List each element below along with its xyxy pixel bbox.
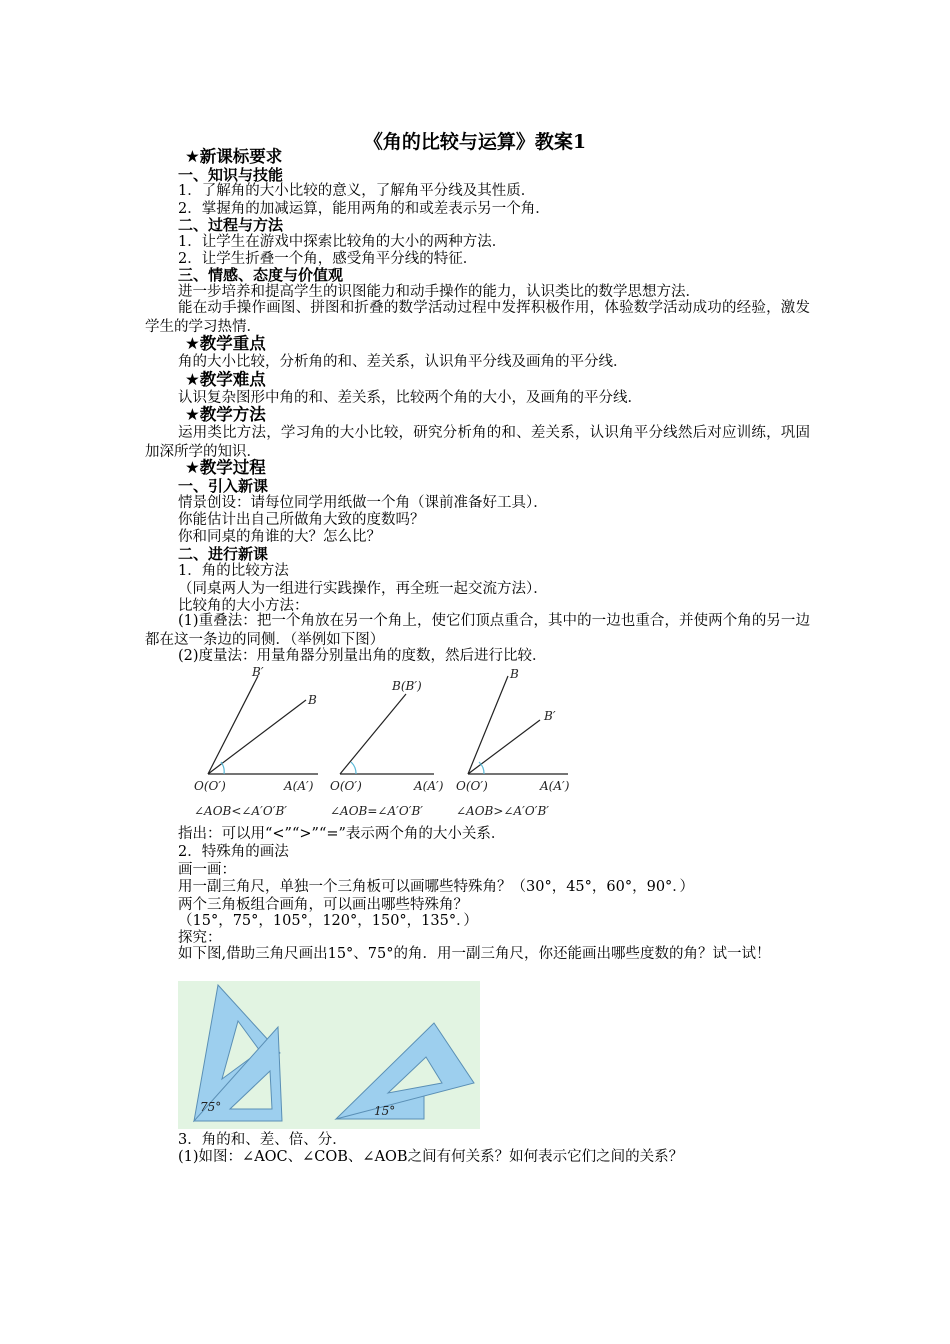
fig2-label-right: A(A′) (414, 779, 444, 793)
text-line: 指出：可以用“<”“>”“=”表示两个角的大小关系． (178, 826, 506, 842)
fig1-label-mid: B (308, 693, 317, 707)
fig1-label-top: B′ (252, 665, 264, 679)
page-title: 《角的比较与运算》教案1 (363, 131, 587, 153)
text-line: 比较角的大小方法： (178, 598, 309, 614)
angle-figure-1 (208, 676, 318, 774)
fig3-label-origin: O(O′) (456, 779, 488, 793)
text-line: 2．掌握角的加减运算，能用两角的和或差表示另一个角． (178, 201, 550, 217)
text-line: 你和同桌的角谁的大？怎么比？ (178, 529, 381, 545)
text-paragraph: (1)重叠法：把一个角放在另一个角上，使它们顶点重合，其中的一边也重合，并使两个角的另一边都在这一条边的同侧．（举例如下图） (145, 613, 810, 648)
text-line: 画一画： (178, 862, 236, 878)
angle-figure-3 (468, 676, 568, 774)
text-line: (2)度量法：用量角器分别量出角的度数，然后进行比较． (178, 648, 547, 664)
text-line: (1)如图：∠AOC、∠COB、∠AOB之间有何关系？如何表示它们之间的关系？ (178, 1149, 684, 1165)
triangle-label-75: 75° (200, 1100, 222, 1114)
fig3-label-top: B (510, 667, 519, 681)
text-paragraph: 运用类比方法，学习角的大小比较，研究分析角的和、差关系，认识角平分线然后对应训练，巩固加深所学的知识． (145, 425, 810, 460)
fig2-label-origin: O(O′) (330, 779, 362, 793)
text-line: 2．特殊角的画法 (178, 844, 289, 860)
fig2-label-top: B(B′) (392, 679, 422, 693)
section-heading-process: ★教学过程 (185, 458, 266, 477)
fig1-label-origin: O(O′) (194, 779, 226, 793)
section-heading-difficulties: ★教学难点 (185, 370, 266, 389)
subheading-attitude: 三、情感、态度与价值观 (178, 266, 344, 284)
subheading-intro: 一、引入新课 (178, 477, 269, 495)
fig1-caption: ∠AOB<∠A′O′B′ (194, 804, 287, 818)
text-line: （同桌两人为一组进行实践操作，再全班一起交流方法）． (178, 581, 548, 597)
subheading-new-lesson: 二、进行新课 (178, 545, 269, 563)
text-line: 3．角的和、差、倍、分． (178, 1132, 347, 1148)
text-line: 用一副三角尺，单独一个三角板可以画哪些特殊角？（30°，45°，60°，90°．） (178, 879, 695, 895)
fig3-caption: ∠AOB>∠A′O′B′ (456, 804, 549, 818)
text-line: 进一步培养和提高学生的识图能力和动手操作的能力，认识类比的数学思想方法． (178, 284, 700, 300)
triangle-rulers-figure (178, 981, 480, 1129)
subheading-process: 二、过程与方法 (178, 216, 284, 234)
fig1-label-right: A(A′) (284, 779, 314, 793)
angle-comparison-figure (188, 664, 588, 824)
fig3-label-right: A(A′) (540, 779, 570, 793)
section-heading-requirements: ★新课标要求 (185, 147, 283, 166)
text-paragraph: 能在动手操作画图、拼图和折叠的数学活动过程中发挥积极作用，体验数学活动成功的经验，激发学生的学习热情． (145, 300, 810, 335)
text-line: 情景创设：请每位同学用纸做一个角（课前准备好工具）． (178, 495, 548, 511)
section-heading-key-points: ★教学重点 (185, 334, 266, 353)
fig2-caption: ∠AOB=∠A′O′B′ (330, 804, 423, 818)
fig3-label-mid: B′ (544, 709, 556, 723)
angle-figure-2 (340, 694, 434, 774)
text-line: 你能估计出自己所做角大致的度数吗？ (178, 512, 425, 528)
text-line: （15°，75°，105°，120°，150°，135°．） (178, 913, 478, 929)
text-line: 探究： (178, 930, 222, 946)
text-line: 角的大小比较，分析角的和、差关系，认识角平分线及画角的平分线． (178, 354, 628, 370)
text-line: 认识复杂图形中角的和、差关系，比较两个角的大小，及画角的平分线． (178, 390, 642, 406)
text-paragraph: 如下图,借助三角尺画出15°、75°的角．用一副三角尺，你还能画出哪些度数的角？试一试！ (178, 946, 771, 962)
text-line: 1．了解角的大小比较的意义，了解角平分线及其性质． (178, 183, 536, 199)
triangle-label-15: 15° (374, 1104, 396, 1118)
text-line: 1．让学生在游戏中探索比较角的大小的两种方法． (178, 234, 507, 250)
text-line: 1．角的比较方法 (178, 563, 289, 579)
section-heading-methods: ★教学方法 (185, 405, 266, 424)
text-line: 两个三角板组合画角，可以画出哪些特殊角？ (178, 897, 468, 913)
subheading-knowledge: 一、知识与技能 (178, 166, 284, 184)
text-line: 2．让学生折叠一个角，感受角平分线的特征． (178, 251, 478, 267)
